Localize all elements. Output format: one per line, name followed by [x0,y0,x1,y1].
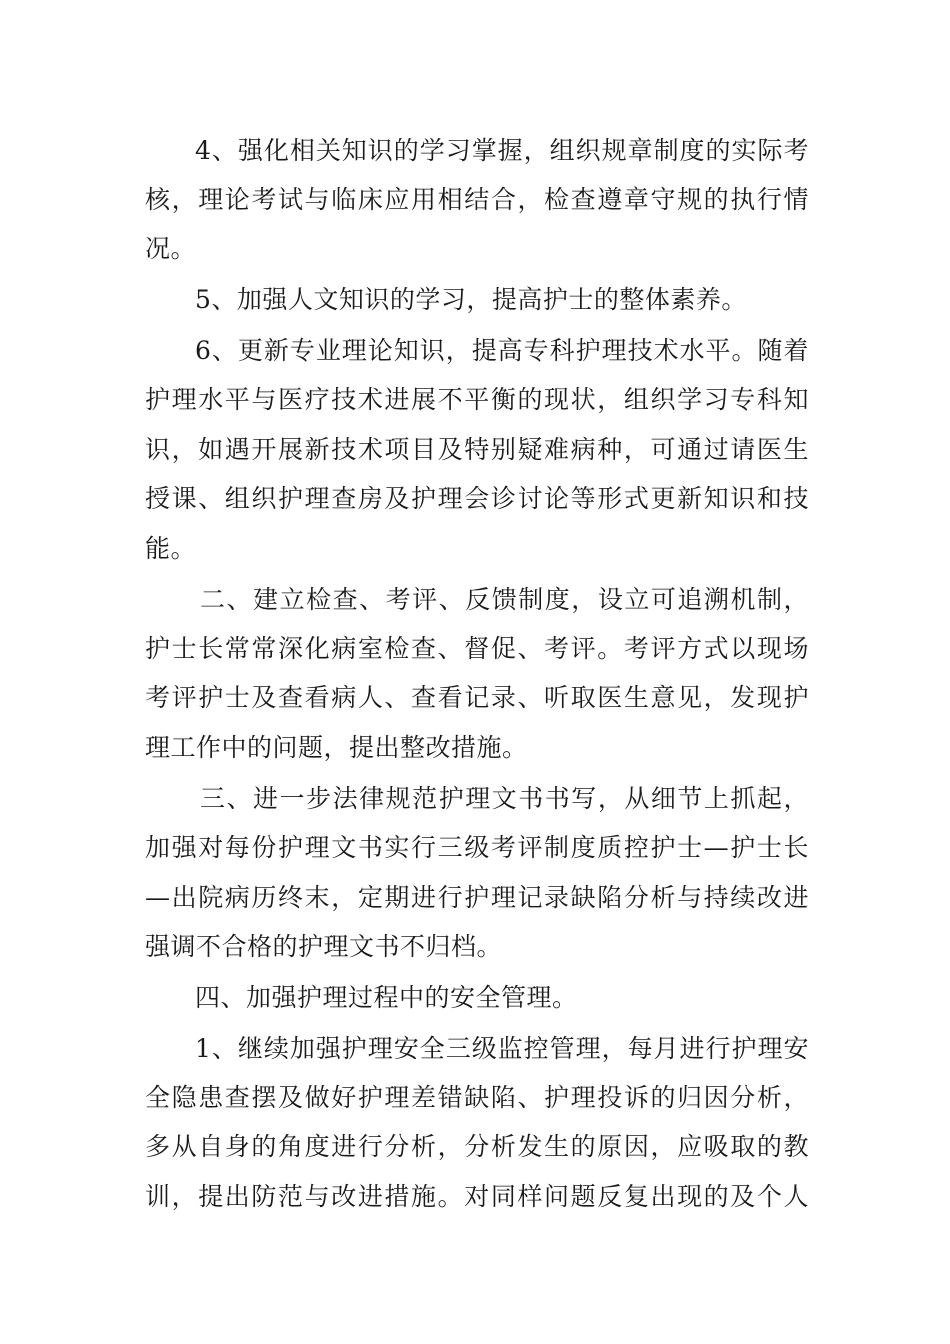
text-line: 护理水平与医疗技术进展不平衡的现状，组织学习专科知 [145,385,809,414]
text-line: 多从自身的角度进行分析，分析发生的原因，应吸取的教 [145,1132,809,1161]
text-line: 加强对每份护理文书实行三级考评制度质控护士—护士长 [145,833,809,862]
text-line: 1、继续加强护理安全三级监控管理，每月进行护理安 [195,1034,809,1063]
text-line: 全隐患查摆及做好护理差错缺陷、护理投诉的归因分析， [145,1083,809,1112]
text-line: 四、加强护理过程中的安全管理。 [195,983,578,1012]
text-line: 理工作中的问题，提出整改措施。 [145,733,528,762]
text-line: 二、建立检查、考评、反馈制度，设立可追溯机制， [200,585,809,614]
text-line: 护士长常常深化病室检查、督促、考评。考评方式以现场 [145,634,809,663]
text-line: 5、加强人文知识的学习，提高护士的整体素养。 [195,285,747,314]
text-line: 强调不合格的护理文书不归档。 [145,932,503,961]
text-line: 授课、组织护理查房及护理会诊讨论等形式更新知识和技 [145,484,809,513]
text-line: 考评护士及查看病人、查看记录、听取医生意见，发现护 [145,683,809,712]
text-line: 识，如遇开展新技术项目及特别疑难病种，可通过请医生 [145,435,809,464]
text-line: 三、进一步法律规范护理文书书写，从细节上抓起， [200,784,809,813]
text-line: —出院病历终末，定期进行护理记录缺陷分析与持续改进 [145,883,809,912]
text-line: 6、更新专业理论知识，提高专科护理技术水平。随着 [195,336,809,365]
text-line: 核，理论考试与临床应用相结合，检查遵章守规的执行情 [145,185,809,214]
text-line: 况。 [145,234,197,263]
text-line: 能。 [145,534,197,563]
text-line: 训，提出防范与改进措施。对同样问题反复出现的及个人 [145,1182,809,1211]
text-line: 4、强化相关知识的学习掌握，组织规章制度的实际考 [195,136,809,165]
